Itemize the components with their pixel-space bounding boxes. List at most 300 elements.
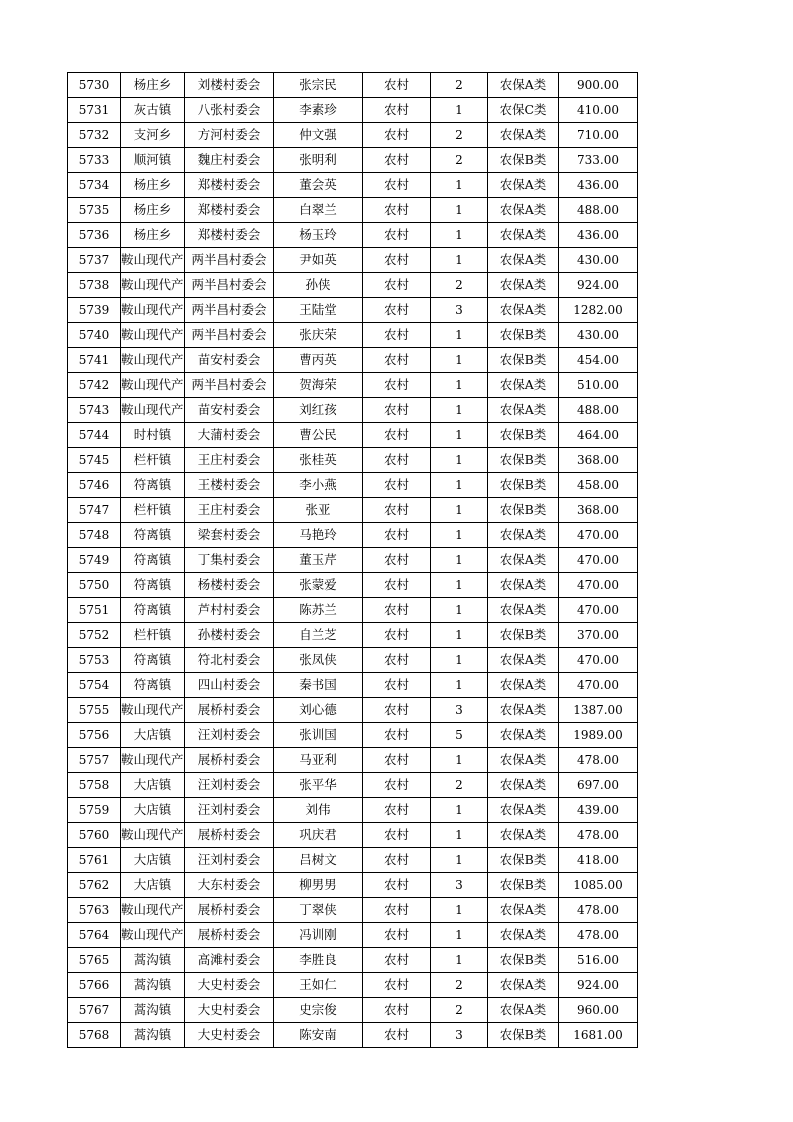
name-cell: 张亚 — [274, 498, 363, 523]
insurance-category-cell: 农保A类 — [488, 223, 559, 248]
serial-number-cell: 5739 — [68, 298, 121, 323]
insurance-category-cell: 农保A类 — [488, 123, 559, 148]
township-cell: 符离镇 — [121, 523, 185, 548]
table-row — [68, 523, 638, 548]
household-count-cell: 2 — [431, 123, 488, 148]
village-committee-cell: 汪刘村委会 — [185, 848, 274, 873]
insurance-category-cell: 农保A类 — [488, 298, 559, 323]
village-committee-cell: 梁套村委会 — [185, 523, 274, 548]
village-committee-cell: 丁集村委会 — [185, 548, 274, 573]
name-cell: 张桂英 — [274, 448, 363, 473]
household-count-cell: 1 — [431, 748, 488, 773]
name-cell: 白翠兰 — [274, 198, 363, 223]
insurance-category-cell: 农保A类 — [488, 923, 559, 948]
name-cell: 吕树文 — [274, 848, 363, 873]
name-cell: 丁翠侠 — [274, 898, 363, 923]
household-count-cell: 1 — [431, 573, 488, 598]
village-committee-cell: 郑楼村委会 — [185, 198, 274, 223]
amount-cell: 439.00 — [559, 798, 638, 823]
name-cell: 贺海荣 — [274, 373, 363, 398]
serial-number-cell: 5741 — [68, 348, 121, 373]
household-count-cell: 3 — [431, 1023, 488, 1048]
name-cell: 张宗民 — [274, 73, 363, 98]
serial-number-cell: 5737 — [68, 248, 121, 273]
table-row — [68, 1023, 638, 1048]
table-row — [68, 398, 638, 423]
name-cell: 杨玉玲 — [274, 223, 363, 248]
insurance-category-cell: 农保A类 — [488, 673, 559, 698]
amount-cell: 478.00 — [559, 823, 638, 848]
area-type-cell: 农村 — [363, 648, 431, 673]
amount-cell: 430.00 — [559, 248, 638, 273]
township-cell: 符离镇 — [121, 648, 185, 673]
serial-number-cell: 5751 — [68, 598, 121, 623]
township-cell: 大店镇 — [121, 873, 185, 898]
name-cell: 刘心德 — [274, 698, 363, 723]
insurance-category-cell: 农保B类 — [488, 473, 559, 498]
area-type-cell: 农村 — [363, 348, 431, 373]
insurance-category-cell: 农保A类 — [488, 398, 559, 423]
village-committee-cell: 两半昌村委会 — [185, 373, 274, 398]
serial-number-cell: 5742 — [68, 373, 121, 398]
table-row — [68, 298, 638, 323]
insurance-category-cell: 农保B类 — [488, 948, 559, 973]
township-cell: 鞍山现代产 — [121, 323, 185, 348]
table-row — [68, 423, 638, 448]
amount-cell: 454.00 — [559, 348, 638, 373]
township-cell: 大店镇 — [121, 773, 185, 798]
insurance-category-cell: 农保B类 — [488, 1023, 559, 1048]
household-count-cell: 1 — [431, 823, 488, 848]
township-cell: 鞍山现代产 — [121, 248, 185, 273]
village-committee-cell: 方河村委会 — [185, 123, 274, 148]
insurance-category-cell: 农保A类 — [488, 973, 559, 998]
amount-cell: 436.00 — [559, 223, 638, 248]
name-cell: 自兰芝 — [274, 623, 363, 648]
table-row — [68, 723, 638, 748]
table-row — [68, 223, 638, 248]
table-row — [68, 823, 638, 848]
household-count-cell: 1 — [431, 373, 488, 398]
insurance-category-cell: 农保A类 — [488, 698, 559, 723]
township-cell: 杨庄乡 — [121, 173, 185, 198]
amount-cell: 710.00 — [559, 123, 638, 148]
serial-number-cell: 5736 — [68, 223, 121, 248]
township-cell: 蒿沟镇 — [121, 973, 185, 998]
township-cell: 鞍山现代产 — [121, 398, 185, 423]
name-cell: 王如仁 — [274, 973, 363, 998]
insurance-category-cell: 农保A类 — [488, 998, 559, 1023]
village-committee-cell: 大蒲村委会 — [185, 423, 274, 448]
insurance-category-cell: 农保A类 — [488, 773, 559, 798]
serial-number-cell: 5734 — [68, 173, 121, 198]
village-committee-cell: 两半昌村委会 — [185, 248, 274, 273]
amount-cell: 470.00 — [559, 573, 638, 598]
serial-number-cell: 5757 — [68, 748, 121, 773]
name-cell: 张蒙爱 — [274, 573, 363, 598]
township-cell: 大店镇 — [121, 723, 185, 748]
household-count-cell: 1 — [431, 848, 488, 873]
village-committee-cell: 汪刘村委会 — [185, 723, 274, 748]
area-type-cell: 农村 — [363, 798, 431, 823]
table-row — [68, 623, 638, 648]
area-type-cell: 农村 — [363, 198, 431, 223]
amount-cell: 900.00 — [559, 73, 638, 98]
serial-number-cell: 5762 — [68, 873, 121, 898]
township-cell: 蒿沟镇 — [121, 948, 185, 973]
insurance-category-cell: 农保B类 — [488, 423, 559, 448]
table-row — [68, 748, 638, 773]
table-row — [68, 348, 638, 373]
table-row — [68, 998, 638, 1023]
township-cell: 鞍山现代产 — [121, 348, 185, 373]
household-count-cell: 3 — [431, 298, 488, 323]
household-count-cell: 1 — [431, 348, 488, 373]
amount-cell: 470.00 — [559, 598, 638, 623]
township-cell: 符离镇 — [121, 548, 185, 573]
name-cell: 孙侠 — [274, 273, 363, 298]
amount-cell: 516.00 — [559, 948, 638, 973]
insurance-category-cell: 农保A类 — [488, 823, 559, 848]
insurance-category-cell: 农保A类 — [488, 548, 559, 573]
serial-number-cell: 5733 — [68, 148, 121, 173]
amount-cell: 478.00 — [559, 748, 638, 773]
household-count-cell: 1 — [431, 498, 488, 523]
table-row — [68, 673, 638, 698]
name-cell: 马艳玲 — [274, 523, 363, 548]
township-cell: 栏杆镇 — [121, 498, 185, 523]
township-cell: 符离镇 — [121, 598, 185, 623]
serial-number-cell: 5744 — [68, 423, 121, 448]
area-type-cell: 农村 — [363, 848, 431, 873]
table-row — [68, 473, 638, 498]
village-committee-cell: 两半昌村委会 — [185, 273, 274, 298]
area-type-cell: 农村 — [363, 748, 431, 773]
area-type-cell: 农村 — [363, 923, 431, 948]
household-count-cell: 1 — [431, 423, 488, 448]
name-cell: 柳男男 — [274, 873, 363, 898]
area-type-cell: 农村 — [363, 598, 431, 623]
name-cell: 尹如英 — [274, 248, 363, 273]
village-committee-cell: 展桥村委会 — [185, 923, 274, 948]
table-row — [68, 98, 638, 123]
village-committee-cell: 汪刘村委会 — [185, 798, 274, 823]
table-row — [68, 698, 638, 723]
amount-cell: 1282.00 — [559, 298, 638, 323]
township-cell: 支河乡 — [121, 123, 185, 148]
insurance-category-cell: 农保A类 — [488, 373, 559, 398]
name-cell: 张平华 — [274, 773, 363, 798]
name-cell: 史宗俊 — [274, 998, 363, 1023]
area-type-cell: 农村 — [363, 498, 431, 523]
household-count-cell: 1 — [431, 798, 488, 823]
area-type-cell: 农村 — [363, 73, 431, 98]
serial-number-cell: 5764 — [68, 923, 121, 948]
serial-number-cell: 5768 — [68, 1023, 121, 1048]
village-committee-cell: 汪刘村委会 — [185, 773, 274, 798]
village-committee-cell: 四山村委会 — [185, 673, 274, 698]
area-type-cell: 农村 — [363, 873, 431, 898]
area-type-cell: 农村 — [363, 773, 431, 798]
serial-number-cell: 5749 — [68, 548, 121, 573]
area-type-cell: 农村 — [363, 898, 431, 923]
name-cell: 李胜良 — [274, 948, 363, 973]
area-type-cell: 农村 — [363, 973, 431, 998]
village-committee-cell: 大东村委会 — [185, 873, 274, 898]
amount-cell: 488.00 — [559, 398, 638, 423]
serial-number-cell: 5730 — [68, 73, 121, 98]
name-cell: 董会英 — [274, 173, 363, 198]
serial-number-cell: 5738 — [68, 273, 121, 298]
insurance-category-cell: 农保A类 — [488, 523, 559, 548]
relief-roster-table — [67, 72, 638, 1048]
name-cell: 仲文强 — [274, 123, 363, 148]
amount-cell: 1989.00 — [559, 723, 638, 748]
amount-cell: 510.00 — [559, 373, 638, 398]
area-type-cell: 农村 — [363, 298, 431, 323]
township-cell: 栏杆镇 — [121, 623, 185, 648]
name-cell: 张凤侠 — [274, 648, 363, 673]
township-cell: 杨庄乡 — [121, 223, 185, 248]
insurance-category-cell: 农保A类 — [488, 598, 559, 623]
village-committee-cell: 八张村委会 — [185, 98, 274, 123]
township-cell: 顺河镇 — [121, 148, 185, 173]
village-committee-cell: 王楼村委会 — [185, 473, 274, 498]
name-cell: 张训国 — [274, 723, 363, 748]
household-count-cell: 1 — [431, 223, 488, 248]
township-cell: 杨庄乡 — [121, 198, 185, 223]
amount-cell: 430.00 — [559, 323, 638, 348]
area-type-cell: 农村 — [363, 323, 431, 348]
household-count-cell: 1 — [431, 198, 488, 223]
serial-number-cell: 5767 — [68, 998, 121, 1023]
name-cell: 张明利 — [274, 148, 363, 173]
amount-cell: 960.00 — [559, 998, 638, 1023]
township-cell: 鞍山现代产 — [121, 698, 185, 723]
amount-cell: 1085.00 — [559, 873, 638, 898]
area-type-cell: 农村 — [363, 148, 431, 173]
area-type-cell: 农村 — [363, 998, 431, 1023]
name-cell: 陈安南 — [274, 1023, 363, 1048]
township-cell: 鞍山现代产 — [121, 923, 185, 948]
amount-cell: 458.00 — [559, 473, 638, 498]
name-cell: 刘伟 — [274, 798, 363, 823]
area-type-cell: 农村 — [363, 98, 431, 123]
village-committee-cell: 郑楼村委会 — [185, 173, 274, 198]
amount-cell: 488.00 — [559, 198, 638, 223]
household-count-cell: 1 — [431, 448, 488, 473]
serial-number-cell: 5748 — [68, 523, 121, 548]
name-cell: 曹公民 — [274, 423, 363, 448]
name-cell: 秦书国 — [274, 673, 363, 698]
amount-cell: 924.00 — [559, 273, 638, 298]
insurance-category-cell: 农保A类 — [488, 573, 559, 598]
village-committee-cell: 苗安村委会 — [185, 398, 274, 423]
area-type-cell: 农村 — [363, 523, 431, 548]
amount-cell: 470.00 — [559, 673, 638, 698]
township-cell: 符离镇 — [121, 673, 185, 698]
village-committee-cell: 展桥村委会 — [185, 898, 274, 923]
household-count-cell: 2 — [431, 73, 488, 98]
township-cell: 符离镇 — [121, 573, 185, 598]
village-committee-cell: 展桥村委会 — [185, 748, 274, 773]
insurance-category-cell: 农保B类 — [488, 148, 559, 173]
township-cell: 栏杆镇 — [121, 448, 185, 473]
insurance-category-cell: 农保A类 — [488, 798, 559, 823]
serial-number-cell: 5740 — [68, 323, 121, 348]
household-count-cell: 1 — [431, 473, 488, 498]
amount-cell: 418.00 — [559, 848, 638, 873]
insurance-category-cell: 农保C类 — [488, 98, 559, 123]
table-row — [68, 798, 638, 823]
village-committee-cell: 展桥村委会 — [185, 823, 274, 848]
insurance-category-cell: 农保B类 — [488, 848, 559, 873]
amount-cell: 470.00 — [559, 648, 638, 673]
area-type-cell: 农村 — [363, 673, 431, 698]
serial-number-cell: 5755 — [68, 698, 121, 723]
township-cell: 蒿沟镇 — [121, 998, 185, 1023]
insurance-category-cell: 农保A类 — [488, 898, 559, 923]
serial-number-cell: 5750 — [68, 573, 121, 598]
name-cell: 董玉芹 — [274, 548, 363, 573]
serial-number-cell: 5743 — [68, 398, 121, 423]
table-row — [68, 873, 638, 898]
serial-number-cell: 5747 — [68, 498, 121, 523]
insurance-category-cell: 农保B类 — [488, 623, 559, 648]
table-row — [68, 648, 638, 673]
table-row — [68, 148, 638, 173]
insurance-category-cell: 农保A类 — [488, 198, 559, 223]
amount-cell: 410.00 — [559, 98, 638, 123]
table-row — [68, 773, 638, 798]
name-cell: 李小燕 — [274, 473, 363, 498]
village-committee-cell: 苗安村委会 — [185, 348, 274, 373]
village-committee-cell: 孙楼村委会 — [185, 623, 274, 648]
household-count-cell: 1 — [431, 948, 488, 973]
household-count-cell: 1 — [431, 523, 488, 548]
table-row — [68, 123, 638, 148]
village-committee-cell: 两半昌村委会 — [185, 298, 274, 323]
name-cell: 巩庆君 — [274, 823, 363, 848]
household-count-cell: 1 — [431, 323, 488, 348]
insurance-category-cell: 农保A类 — [488, 273, 559, 298]
household-count-cell: 2 — [431, 148, 488, 173]
serial-number-cell: 5735 — [68, 198, 121, 223]
table-row — [68, 323, 638, 348]
serial-number-cell: 5746 — [68, 473, 121, 498]
table-row — [68, 923, 638, 948]
area-type-cell: 农村 — [363, 173, 431, 198]
area-type-cell: 农村 — [363, 373, 431, 398]
village-committee-cell: 芦村村委会 — [185, 598, 274, 623]
name-cell: 曹丙英 — [274, 348, 363, 373]
area-type-cell: 农村 — [363, 573, 431, 598]
amount-cell: 478.00 — [559, 923, 638, 948]
amount-cell: 733.00 — [559, 148, 638, 173]
area-type-cell: 农村 — [363, 723, 431, 748]
amount-cell: 697.00 — [559, 773, 638, 798]
name-cell: 李素珍 — [274, 98, 363, 123]
table-row — [68, 898, 638, 923]
township-cell: 鞍山现代产 — [121, 373, 185, 398]
area-type-cell: 农村 — [363, 448, 431, 473]
table-row — [68, 973, 638, 998]
area-type-cell: 农村 — [363, 423, 431, 448]
area-type-cell: 农村 — [363, 698, 431, 723]
household-count-cell: 3 — [431, 698, 488, 723]
serial-number-cell: 5760 — [68, 823, 121, 848]
household-count-cell: 1 — [431, 248, 488, 273]
serial-number-cell: 5756 — [68, 723, 121, 748]
household-count-cell: 2 — [431, 273, 488, 298]
township-cell: 时村镇 — [121, 423, 185, 448]
table-row — [68, 198, 638, 223]
amount-cell: 436.00 — [559, 173, 638, 198]
serial-number-cell: 5754 — [68, 673, 121, 698]
village-committee-cell: 展桥村委会 — [185, 698, 274, 723]
insurance-category-cell: 农保A类 — [488, 248, 559, 273]
insurance-category-cell: 农保A类 — [488, 723, 559, 748]
amount-cell: 368.00 — [559, 448, 638, 473]
serial-number-cell: 5758 — [68, 773, 121, 798]
insurance-category-cell: 农保A类 — [488, 173, 559, 198]
name-cell: 陈苏兰 — [274, 598, 363, 623]
household-count-cell: 1 — [431, 898, 488, 923]
village-committee-cell: 大史村委会 — [185, 998, 274, 1023]
table-row — [68, 373, 638, 398]
insurance-category-cell: 农保B类 — [488, 448, 559, 473]
household-count-cell: 2 — [431, 773, 488, 798]
table-row — [68, 598, 638, 623]
household-count-cell: 2 — [431, 998, 488, 1023]
insurance-category-cell: 农保A类 — [488, 748, 559, 773]
household-count-cell: 5 — [431, 723, 488, 748]
amount-cell: 1681.00 — [559, 1023, 638, 1048]
township-cell: 鞍山现代产 — [121, 748, 185, 773]
township-cell: 大店镇 — [121, 848, 185, 873]
household-count-cell: 1 — [431, 623, 488, 648]
amount-cell: 368.00 — [559, 498, 638, 523]
serial-number-cell: 5759 — [68, 798, 121, 823]
household-count-cell: 1 — [431, 98, 488, 123]
area-type-cell: 农村 — [363, 123, 431, 148]
serial-number-cell: 5761 — [68, 848, 121, 873]
serial-number-cell: 5745 — [68, 448, 121, 473]
area-type-cell: 农村 — [363, 623, 431, 648]
serial-number-cell: 5763 — [68, 898, 121, 923]
table-body — [68, 73, 638, 1048]
amount-cell: 370.00 — [559, 623, 638, 648]
household-count-cell: 1 — [431, 598, 488, 623]
village-committee-cell: 大史村委会 — [185, 1023, 274, 1048]
table-row — [68, 73, 638, 98]
household-count-cell: 1 — [431, 173, 488, 198]
name-cell: 王陆堂 — [274, 298, 363, 323]
amount-cell: 470.00 — [559, 548, 638, 573]
table-row — [68, 248, 638, 273]
township-cell: 鞍山现代产 — [121, 298, 185, 323]
village-committee-cell: 郑楼村委会 — [185, 223, 274, 248]
area-type-cell: 农村 — [363, 473, 431, 498]
township-cell: 杨庄乡 — [121, 73, 185, 98]
village-committee-cell: 高滩村委会 — [185, 948, 274, 973]
village-committee-cell: 大史村委会 — [185, 973, 274, 998]
amount-cell: 464.00 — [559, 423, 638, 448]
name-cell: 张庆荣 — [274, 323, 363, 348]
area-type-cell: 农村 — [363, 273, 431, 298]
household-count-cell: 2 — [431, 973, 488, 998]
village-committee-cell: 两半昌村委会 — [185, 323, 274, 348]
